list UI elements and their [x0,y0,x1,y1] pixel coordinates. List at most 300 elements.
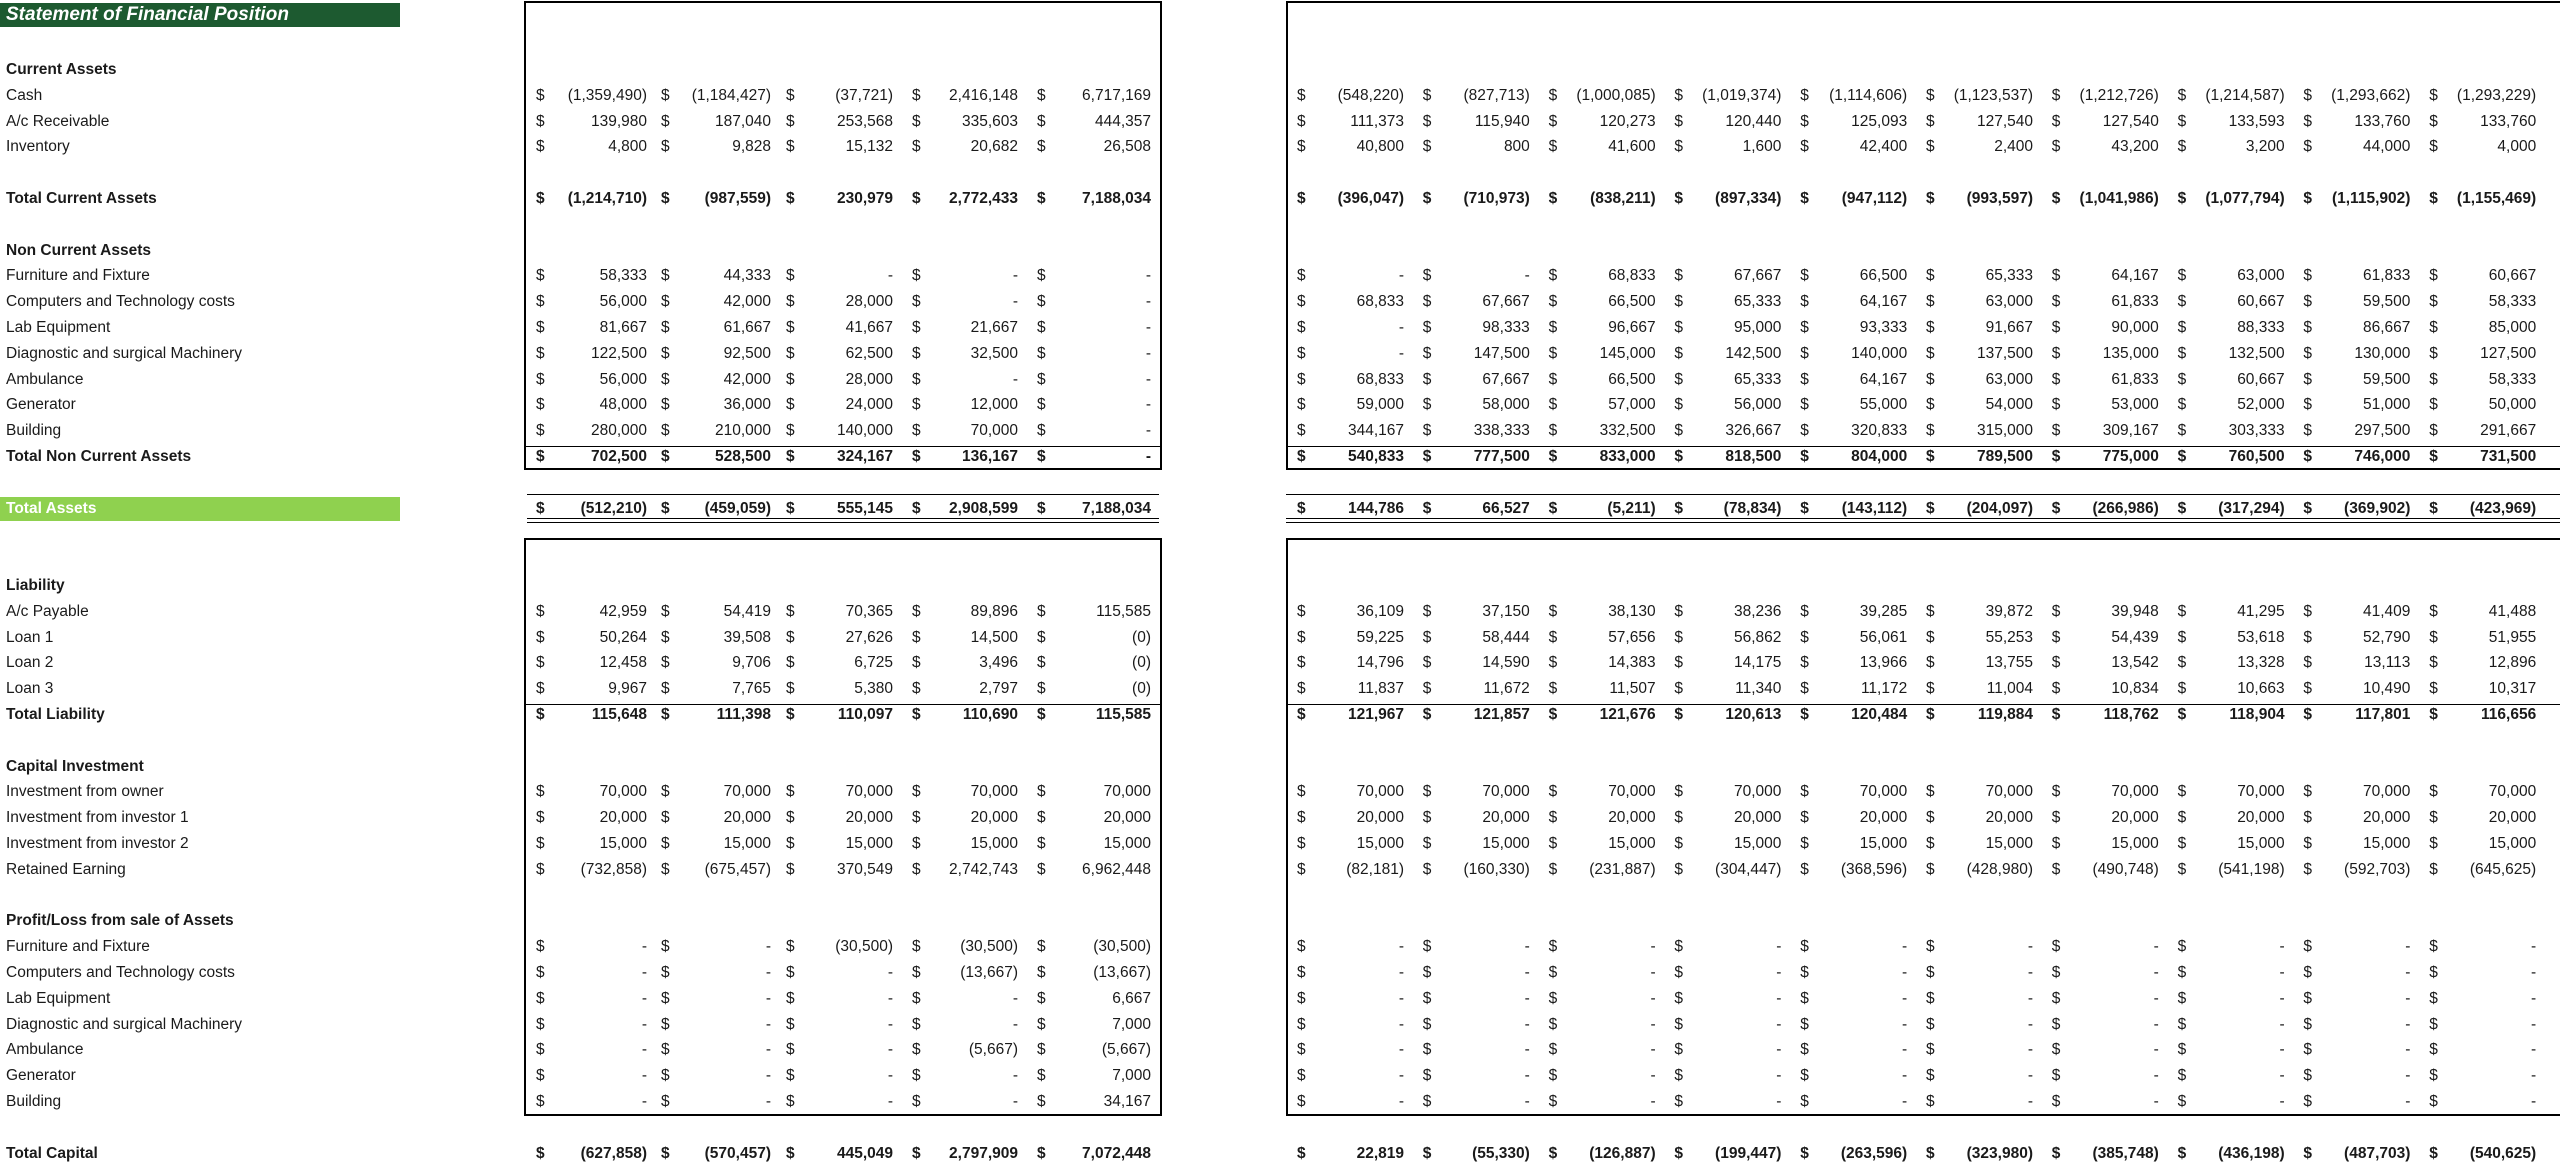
currency-symbol: $ [786,293,795,311]
currency-symbol: $ [1800,860,1809,878]
currency-symbol: $ [1674,1144,1684,1162]
value-cell: 14,796 [1356,654,1404,672]
value-cell: - [1776,1067,1782,1085]
currency-symbol: $ [661,989,670,1007]
value-cell: 135,000 [2102,344,2159,362]
section-header: Current Assets [6,61,117,78]
value-cell: - [2027,989,2033,1007]
value-cell: 70,000 [1985,783,2033,801]
currency-symbol: $ [1548,448,1558,465]
grand-total-top-right [1286,494,2560,495]
currency-symbol: $ [661,86,670,104]
currency-symbol: $ [1297,1041,1306,1059]
value-cell: 42,000 [723,370,771,388]
currency-symbol: $ [1800,1041,1809,1059]
value-cell: 20,000 [2237,809,2285,827]
value-cell: 11,507 [1609,680,1656,698]
row-label: Diagnostic and surgical Machinery [6,344,243,362]
value-cell: 70,000 [2362,783,2411,801]
value-cell: - [1145,422,1151,440]
currency-symbol: $ [786,422,795,440]
currency-symbol: $ [786,809,795,827]
currency-symbol: $ [1800,602,1809,620]
value-cell: 13,542 [2111,654,2159,672]
value-cell: 6,717,169 [1082,86,1151,104]
liability-box-left [524,538,1162,1116]
value-cell: 775,000 [2102,448,2159,465]
value-cell: 140,000 [836,422,893,440]
value-cell: (993,597) [1966,190,2033,207]
currency-symbol: $ [1422,293,1432,311]
currency-symbol: $ [536,1015,545,1033]
value-cell: 142,500 [1725,344,1782,362]
currency-symbol: $ [2303,1093,2313,1110]
value-cell: 136,167 [961,448,1018,465]
value-cell: - [2027,938,2033,956]
currency-symbol: $ [1674,1093,1684,1110]
value-cell: 119,884 [1977,706,2033,723]
value-cell: (1,214,587) [2205,86,2285,104]
value-cell: 70,000 [1103,783,1151,801]
currency-symbol: $ [2303,138,2313,156]
currency-symbol: $ [2303,1067,2313,1085]
value-cell: 118,904 [2229,706,2285,723]
value-cell: 41,295 [2237,602,2285,620]
row-label: Cash [6,86,43,104]
currency-symbol: $ [2051,319,2061,336]
value-cell: 116,656 [2481,706,2537,723]
currency-symbol: $ [2429,835,2438,852]
value-cell: - [1776,1015,1782,1033]
value-cell: 2,416,148 [949,86,1018,104]
value-cell: - [1145,448,1151,465]
value-cell: (126,887) [1589,1144,1656,1162]
currency-symbol: $ [536,938,545,956]
row-label: Total Non Current Assets [6,448,192,465]
currency-symbol: $ [1422,319,1432,336]
value-cell: 67,667 [1482,293,1530,311]
value-cell: - [1398,964,1404,981]
currency-symbol: $ [536,1067,545,1085]
currency-symbol: $ [2303,396,2313,414]
value-cell: 120,440 [1725,112,1782,130]
value-cell: - [1145,370,1151,388]
value-cell: - [2531,964,2537,981]
value-cell: 15,000 [1356,835,1404,852]
currency-symbol: $ [2303,1015,2313,1033]
value-cell: 144,786 [1347,499,1404,517]
liability-subtotal-right [1286,704,2560,705]
value-cell: (5,667) [968,1041,1018,1059]
value-cell: 2,797,909 [949,1144,1018,1162]
value-cell: - [765,964,771,981]
value-cell: 65,333 [1733,293,1782,311]
value-cell: 52,790 [2362,628,2411,646]
currency-symbol: $ [1037,396,1046,414]
currency-symbol: $ [2051,190,2061,207]
currency-symbol: $ [786,267,795,285]
value-cell: 70,000 [1356,783,1404,801]
value-cell: 39,508 [723,628,771,646]
currency-symbol: $ [536,835,545,852]
currency-symbol: $ [1548,319,1558,336]
currency-symbol: $ [1548,938,1558,956]
value-cell: 15,000 [599,835,647,852]
value-cell: 335,603 [961,112,1018,130]
currency-symbol: $ [536,706,545,723]
currency-symbol: $ [661,602,670,620]
value-cell: (947,112) [1841,190,1908,207]
currency-symbol: $ [661,499,670,517]
value-cell: 130,000 [2354,344,2411,362]
value-cell: 7,765 [732,680,771,698]
value-cell: - [1650,964,1656,981]
value-cell: (160,330) [1463,860,1530,878]
currency-symbol: $ [1926,396,1935,414]
value-cell: (0) [1132,628,1151,646]
currency-symbol: $ [536,654,545,672]
currency-symbol: $ [1422,86,1432,104]
currency-symbol: $ [661,370,670,388]
currency-symbol: $ [1800,267,1809,285]
sheet-title: Statement of Financial Position [0,3,400,27]
currency-symbol: $ [661,835,670,852]
value-cell: 52,000 [2237,396,2285,414]
value-cell: (1,019,374) [1702,86,1782,104]
currency-symbol: $ [912,989,921,1007]
value-cell: 115,585 [1095,706,1151,723]
currency-symbol: $ [1037,835,1046,852]
currency-symbol: $ [2429,138,2438,156]
value-cell: - [1776,1093,1782,1110]
currency-symbol: $ [1548,267,1558,285]
value-cell: - [2027,1015,2033,1033]
value-cell: 115,585 [1096,602,1151,620]
currency-symbol: $ [1926,1015,1935,1033]
value-cell: (82,181) [1346,860,1404,878]
value-cell: - [1398,267,1404,285]
currency-symbol: $ [1037,1093,1046,1110]
currency-symbol: $ [1674,1041,1684,1059]
currency-symbol: $ [1926,1041,1935,1059]
currency-symbol: $ [2429,964,2438,981]
currency-symbol: $ [536,293,545,311]
assets-box-right [1286,1,2560,470]
currency-symbol: $ [1800,680,1809,698]
currency-symbol: $ [661,680,670,698]
currency-symbol: $ [536,319,545,336]
value-cell: 20,000 [1356,809,1404,827]
value-cell: 110,097 [837,706,893,723]
currency-symbol: $ [2303,860,2313,878]
value-cell: 445,049 [836,1144,893,1162]
value-cell: 10,490 [2362,680,2411,698]
value-cell: - [2027,1093,2033,1110]
value-cell: 60,667 [2237,293,2285,311]
value-cell: - [1398,1067,1404,1085]
value-cell: - [1776,1041,1782,1059]
currency-symbol: $ [1297,602,1306,620]
value-cell: 10,663 [2237,680,2285,698]
currency-symbol: $ [1037,989,1046,1007]
value-cell: 70,000 [2111,783,2159,801]
currency-symbol: $ [1297,112,1306,130]
value-cell: 12,896 [2488,654,2537,672]
currency-symbol: $ [1297,680,1306,698]
value-cell: - [765,989,771,1007]
currency-symbol: $ [1674,809,1684,827]
currency-symbol: $ [912,860,921,878]
value-cell: 133,760 [2354,112,2411,130]
section-header: Capital Investment [6,757,144,775]
currency-symbol: $ [912,1093,921,1110]
currency-symbol: $ [2177,396,2187,414]
value-cell: - [2531,1041,2537,1059]
value-cell: 9,828 [732,138,771,156]
currency-symbol: $ [2429,1093,2438,1110]
currency-symbol: $ [1926,344,1935,362]
value-cell: (428,980) [1966,860,2033,878]
value-cell: 42,000 [723,293,771,311]
currency-symbol: $ [1926,1067,1935,1085]
value-cell: (540,625) [2469,1144,2537,1162]
value-cell: (1,114,606) [1829,86,1908,104]
row-label: Total Liability [6,706,105,723]
currency-symbol: $ [2177,706,2187,723]
value-cell: 53,000 [2111,396,2159,414]
currency-symbol: $ [536,448,545,465]
value-cell: 253,568 [836,112,893,130]
value-cell: - [1398,344,1404,362]
value-cell: - [1524,1015,1530,1033]
value-cell: (369,902) [2344,499,2411,517]
value-cell: 15,000 [1985,835,2033,852]
value-cell: - [1012,1093,1018,1110]
currency-symbol: $ [2051,370,2061,388]
value-cell: 13,113 [2364,654,2411,672]
currency-symbol: $ [2429,190,2438,207]
currency-symbol: $ [1548,396,1558,414]
currency-symbol: $ [1037,860,1046,878]
currency-symbol: $ [1297,370,1306,388]
value-cell: 2,400 [1994,138,2033,156]
currency-symbol: $ [1297,809,1306,827]
currency-symbol: $ [536,370,545,388]
currency-symbol: $ [1037,706,1046,723]
value-cell: 27,626 [845,628,893,646]
currency-symbol: $ [2303,706,2313,723]
currency-symbol: $ [912,112,921,130]
value-cell: 15,000 [2111,835,2159,852]
currency-symbol: $ [1548,706,1558,723]
currency-symbol: $ [912,783,921,801]
value-cell: (396,047) [1337,190,1404,207]
currency-symbol: $ [536,989,545,1007]
currency-symbol: $ [1037,422,1046,440]
value-cell: 58,333 [599,267,647,285]
grand-total-double-left [527,522,1159,523]
currency-symbol: $ [1422,267,1432,285]
currency-symbol: $ [1800,370,1809,388]
value-cell: 68,833 [1356,370,1404,388]
value-cell: 34,167 [1103,1093,1151,1110]
currency-symbol: $ [2051,938,2061,956]
currency-symbol: $ [786,706,795,723]
currency-symbol: $ [661,654,670,672]
currency-symbol: $ [2303,989,2313,1007]
value-cell: 28,000 [845,370,893,388]
value-cell: - [887,964,893,981]
row-label: Diagnostic and surgical Machinery [6,1015,243,1033]
currency-symbol: $ [1037,628,1046,646]
value-cell: 65,333 [1985,267,2033,285]
value-cell: 370,549 [836,860,893,878]
currency-symbol: $ [912,1067,921,1085]
currency-symbol: $ [912,293,921,311]
currency-symbol: $ [1800,835,1809,852]
value-cell: - [641,1067,647,1085]
value-cell: 24,000 [845,396,893,414]
currency-symbol: $ [536,422,545,440]
value-cell: 20,000 [599,809,647,827]
value-cell: 6,725 [854,654,893,672]
value-cell: - [1650,1041,1656,1059]
currency-symbol: $ [661,1067,670,1085]
currency-symbol: $ [2303,809,2313,827]
currency-symbol: $ [1548,370,1558,388]
currency-symbol: $ [1800,499,1809,517]
value-cell: (368,596) [1840,860,1908,878]
value-cell: 15,000 [1482,835,1530,852]
currency-symbol: $ [1926,1144,1935,1162]
currency-symbol: $ [912,1144,921,1162]
currency-symbol: $ [2303,86,2313,104]
value-cell: 804,000 [1851,448,1908,465]
currency-symbol: $ [2051,680,2061,698]
currency-symbol: $ [2177,1093,2187,1110]
currency-symbol: $ [786,396,795,414]
value-cell: 86,667 [2362,319,2411,336]
currency-symbol: $ [1422,938,1432,956]
currency-symbol: $ [1926,783,1935,801]
value-cell: 88,333 [2237,319,2285,336]
currency-symbol: $ [1674,989,1684,1007]
value-cell: - [2153,1067,2159,1085]
currency-symbol: $ [1674,860,1684,878]
value-cell: 43,200 [2111,138,2159,156]
currency-symbol: $ [2303,499,2313,517]
currency-symbol: $ [2429,1041,2438,1059]
value-cell: 98,333 [1482,319,1530,336]
currency-symbol: $ [1422,1144,1432,1162]
value-cell: (30,500) [835,938,893,956]
currency-symbol: $ [912,809,921,827]
value-cell: 800 [1503,138,1530,156]
currency-symbol: $ [912,628,921,646]
currency-symbol: $ [2303,344,2313,362]
value-cell: - [1776,964,1782,981]
currency-symbol: $ [2051,1093,2061,1110]
currency-symbol: $ [2177,1015,2187,1033]
currency-symbol: $ [1674,1067,1684,1085]
currency-symbol: $ [786,190,795,207]
currency-symbol: $ [2177,680,2187,698]
value-cell: - [2531,989,2537,1007]
currency-symbol: $ [536,783,545,801]
currency-symbol: $ [2051,396,2061,414]
value-cell: 44,333 [723,267,771,285]
value-cell: 20,000 [1985,809,2033,827]
currency-symbol: $ [2303,112,2313,130]
currency-symbol: $ [786,344,795,362]
row-label: A/c Receivable [6,112,110,130]
value-cell: 111,398 [716,706,771,723]
currency-symbol: $ [1548,112,1558,130]
value-cell: - [2027,964,2033,981]
currency-symbol: $ [2177,602,2187,620]
currency-symbol: $ [1548,422,1558,440]
currency-symbol: $ [1674,628,1684,646]
currency-symbol: $ [1800,138,1809,156]
currency-symbol: $ [1800,964,1809,981]
currency-symbol: $ [1926,499,1935,517]
value-cell: - [2531,1067,2537,1085]
value-cell: 57,656 [1608,628,1656,646]
value-cell: 51,000 [2362,396,2411,414]
currency-symbol: $ [2303,1144,2313,1162]
value-cell: (1,000,085) [1576,86,1656,104]
value-cell: - [887,989,893,1007]
currency-symbol: $ [912,344,921,362]
value-cell: 41,667 [845,319,893,336]
currency-symbol: $ [1297,989,1306,1007]
value-cell: - [1902,1067,1908,1085]
value-cell: 57,000 [1608,396,1656,414]
value-cell: 59,225 [1356,628,1404,646]
value-cell: 95,000 [1733,319,1782,336]
currency-symbol: $ [2429,938,2438,956]
currency-symbol: $ [1297,448,1306,465]
currency-symbol: $ [2429,860,2438,878]
value-cell: 777,500 [1473,448,1530,465]
currency-symbol: $ [2429,1015,2438,1033]
currency-symbol: $ [1548,809,1558,827]
value-cell: 297,500 [2354,422,2411,440]
value-cell: 2,908,599 [949,499,1018,517]
currency-symbol: $ [912,654,921,672]
currency-symbol: $ [1297,1015,1306,1033]
currency-symbol: $ [786,860,795,878]
currency-symbol: $ [2429,809,2438,827]
value-cell: - [2153,964,2159,981]
value-cell: 2,797 [979,680,1018,698]
currency-symbol: $ [536,809,545,827]
value-cell: 20,000 [970,809,1018,827]
currency-symbol: $ [786,319,795,336]
value-cell: 303,333 [2228,422,2285,440]
currency-symbol: $ [661,1144,670,1162]
value-cell: (1,077,794) [2205,190,2285,207]
currency-symbol: $ [2177,344,2187,362]
currency-symbol: $ [912,1015,921,1033]
row-label: Lab Equipment [6,989,111,1007]
value-cell: 58,444 [1482,628,1530,646]
currency-symbol: $ [536,964,545,981]
value-cell: 7,188,034 [1082,190,1151,207]
currency-symbol: $ [1297,1067,1306,1085]
currency-symbol: $ [1037,448,1046,465]
currency-symbol: $ [786,938,795,956]
